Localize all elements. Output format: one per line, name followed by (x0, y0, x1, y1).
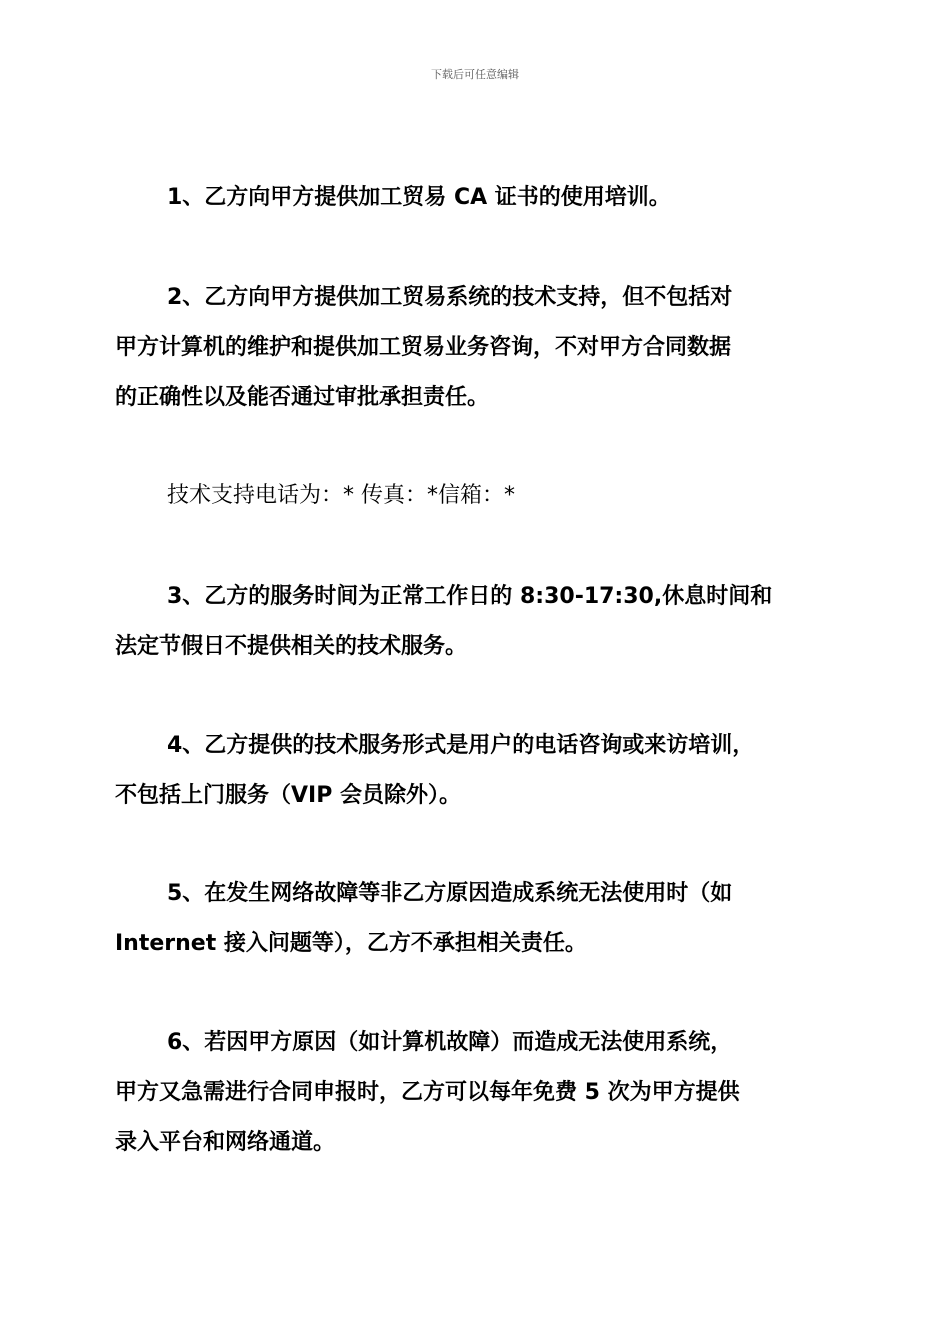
clause-5-line-1: 5、在发生网络故障等非乙方原因造成系统无法使用时（如 (167, 881, 733, 906)
clause-6-line-1: 6、若因甲方原因（如计算机故障）而造成无法使用系统， (167, 1030, 733, 1055)
clause-3-line-1: 3、乙方的服务时间为正常工作日的 8:30-17:30,休息时间和 (167, 584, 773, 609)
clause-3-line-2: 法定节假日不提供相关的技术服务。 (115, 634, 468, 659)
clause-5 (115, 869, 845, 969)
clause-4-line-2: 不包括上门服务（VIP 会员除外）。 (115, 783, 461, 808)
clause-2-line-3: 的正确性以及能否通过审批承担责任。 (115, 385, 490, 410)
clause-2 (115, 273, 845, 423)
clause-5-line-2: Internet 接入问题等），乙方不承担相关责任。 (115, 931, 587, 956)
clause-4 (115, 721, 845, 821)
clause-1-line-1: 1、乙方向甲方提供加工贸易 CA 证书的使用培训。 (167, 185, 671, 210)
support-contact (115, 471, 845, 521)
clause-3 (115, 572, 845, 672)
clause-6-line-3: 录入平台和网络通道。 (115, 1130, 336, 1155)
clause-4-line-1: 4、乙方提供的技术服务形式是用户的电话咨询或来访培训， (167, 733, 755, 758)
clause-2-line-1: 2、乙方向甲方提供加工贸易系统的技术支持，但不包括对 (167, 285, 733, 310)
clause-1 (115, 173, 845, 223)
clause-6 (115, 1018, 845, 1168)
clause-6-line-2: 甲方又急需进行合同申报时，乙方可以每年免费 5 次为甲方提供 (115, 1080, 740, 1105)
clause-2-line-2: 甲方计算机的维护和提供加工贸易业务咨询，不对甲方合同数据 (115, 335, 732, 360)
support-contact-line: 技术支持电话为：* 传真：*信箱：* (167, 483, 515, 508)
header-note: 下载后可任意编辑 (431, 68, 519, 81)
